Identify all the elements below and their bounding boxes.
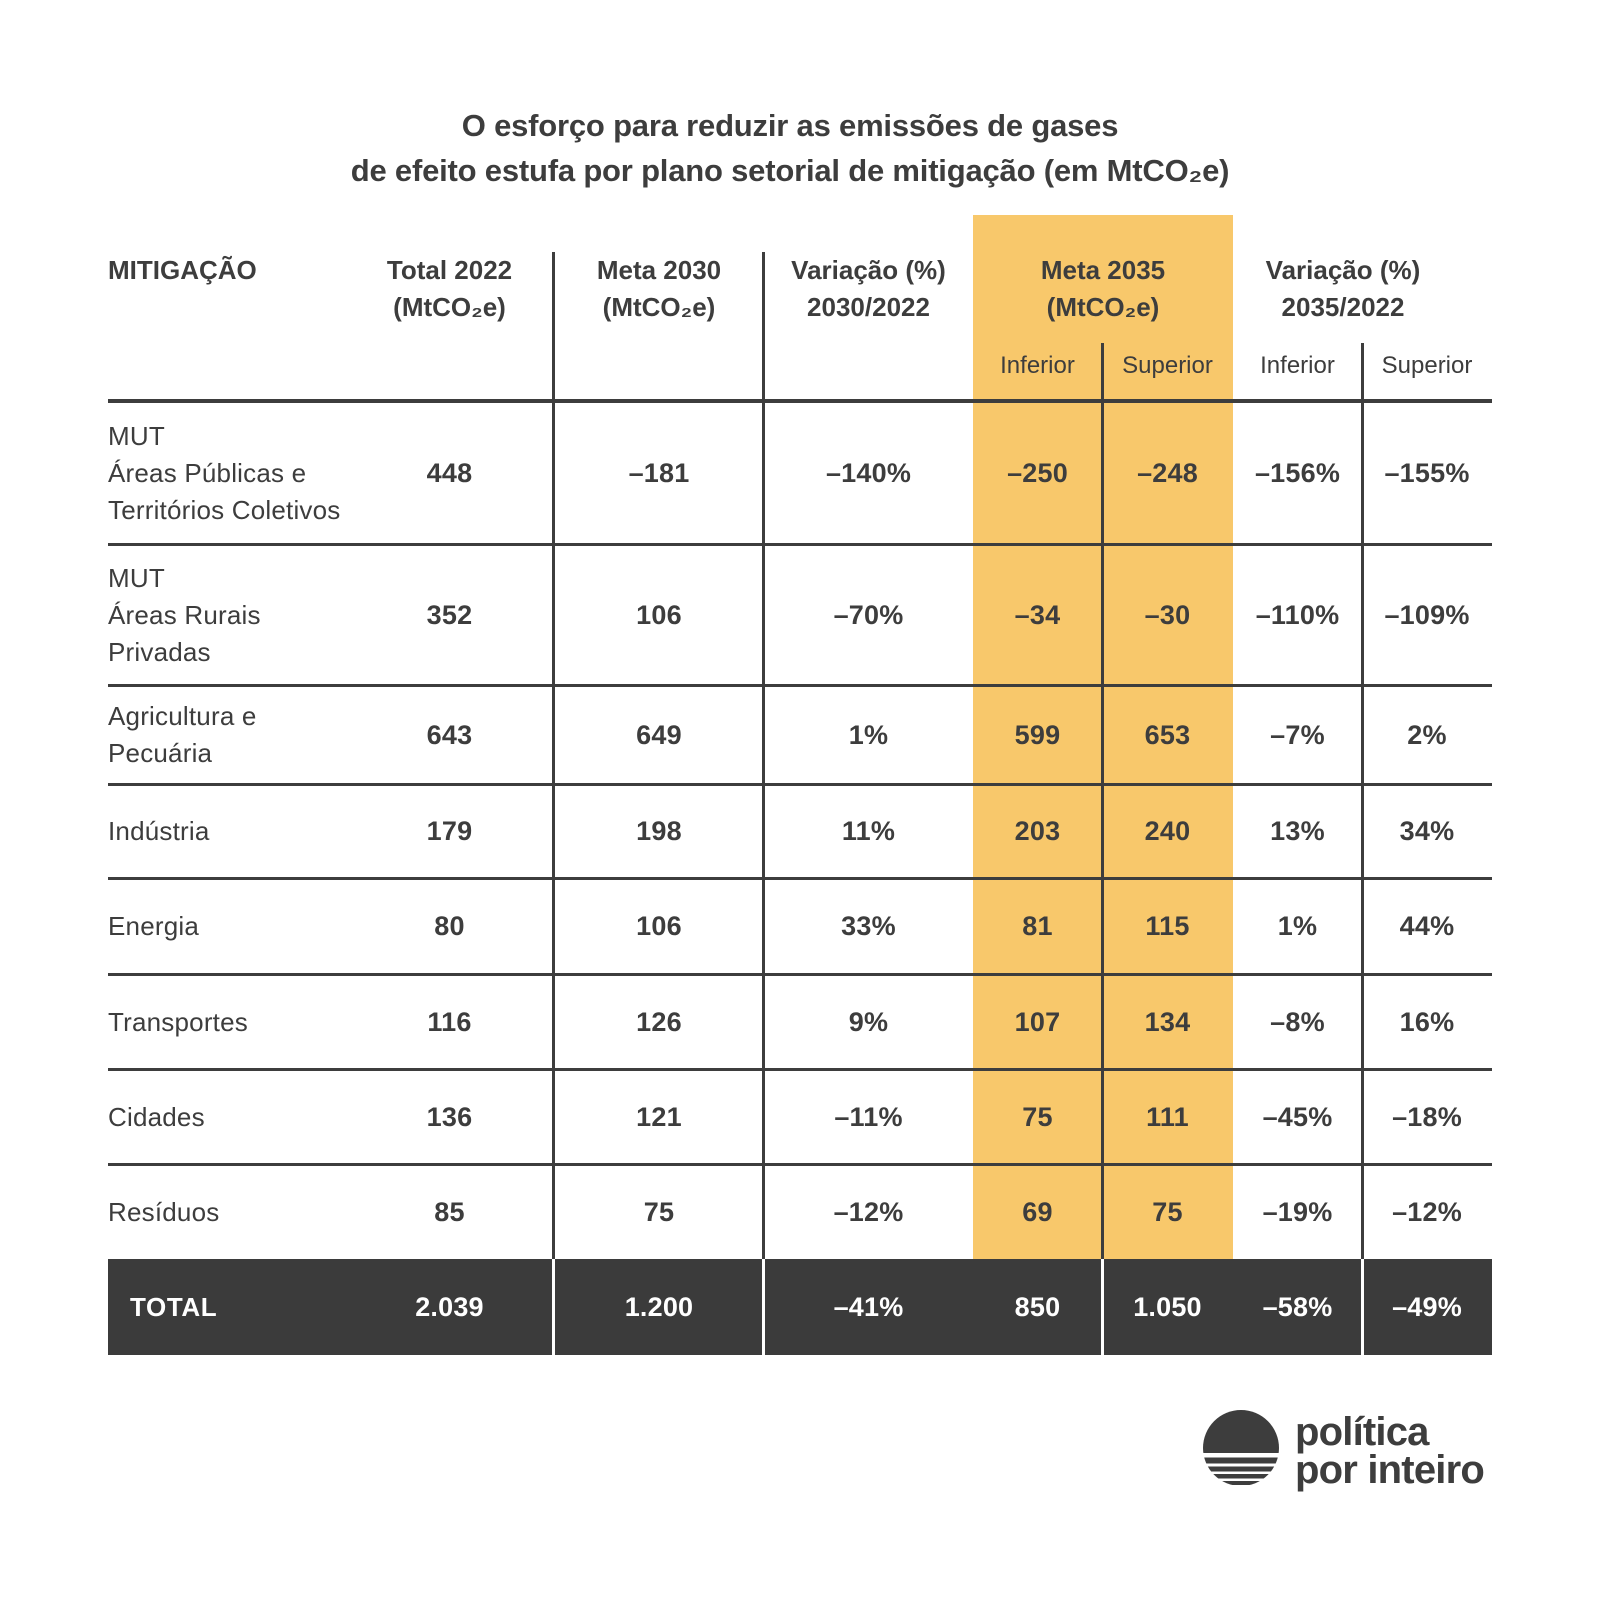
cell-variacao-2035-superior: 44% [1399,911,1455,941]
cell-meta-2035-inferior: 599 [1014,719,1061,750]
row-label: MUT Áreas Públicas e Territórios Coletivos [108,421,341,525]
cell-total-2022: 179 [426,816,473,846]
cell-variacao-2030: 11% [841,816,896,846]
cell-meta-2030: 649 [636,719,682,750]
table-row-agricultura [108,687,1492,783]
cell-meta-2035-inferior: 107 [1014,1006,1061,1037]
logo-wordmark: política por inteiro [1295,1409,1484,1492]
cell-total-2022: 85 [434,1197,465,1227]
cell-meta-2035-inferior: 850 [1014,1291,1061,1322]
cell-meta-2035-inferior: 81 [1022,911,1053,941]
cell-meta-2035-superior: 75 [1152,1197,1183,1227]
subheader-meta2035-superior: Superior [1122,352,1213,379]
cell-variacao-2035-inferior: –8% [1270,1006,1325,1037]
cell-variacao-2035-superior: –18% [1392,1101,1462,1132]
cell-variacao-2035-inferior: –19% [1262,1197,1333,1227]
cell-meta-2035-superior: –248 [1137,458,1198,488]
row-label: Cidades [108,1101,205,1132]
sun-stripes-logo-icon [1203,1410,1279,1491]
cell-meta-2035-superior: –30 [1144,599,1191,630]
cell-meta-2035-superior: 115 [1145,911,1190,941]
cell-meta-2030: 75 [643,1197,675,1227]
row-label: Energia [108,911,200,941]
cell-meta-2035-inferior: 75 [1022,1101,1053,1132]
table-row-energia [108,880,1492,973]
cell-variacao-2030: –12% [833,1197,904,1227]
cell-meta-2030: 121 [636,1101,682,1132]
cell-variacao-2035-superior: 2% [1407,719,1447,750]
total-column-divider [762,1259,765,1355]
cell-variacao-2030: –11% [834,1101,903,1132]
cell-variacao-2035-inferior: –7% [1270,719,1325,750]
row-label: Resíduos [108,1197,220,1227]
table-row-cidades [108,1071,1492,1163]
cell-meta-2035-inferior: –34 [1014,599,1061,630]
total-column-divider [552,1259,555,1355]
table-row-residuos [108,1166,1492,1259]
cell-total-2022: 80 [434,911,465,941]
cell-variacao-2035-superior: –12% [1392,1197,1462,1227]
table-row-industria [108,786,1492,877]
cell-total-2022: 352 [426,599,473,630]
table-row-total [108,1259,1492,1355]
table-row-mut-publicas [108,404,1492,543]
cell-meta-2035-superior: 111 [1146,1101,1189,1132]
cell-variacao-2035-inferior: 13% [1270,816,1325,846]
cell-variacao-2035-inferior: –156% [1254,458,1341,488]
cell-meta-2030: 126 [636,1006,682,1037]
cell-meta-2035-superior: 1.050 [1133,1291,1202,1322]
cell-meta-2035-inferior: –250 [1007,458,1068,488]
cell-variacao-2030: 9% [848,1006,889,1037]
column-header-mitigacao: MITIGAÇÃO [108,255,257,285]
cell-variacao-2035-superior: –49% [1392,1291,1462,1322]
total-column-divider [1361,1259,1364,1355]
cell-total-2022: 2.039 [415,1291,484,1322]
cell-variacao-2035-inferior: –45% [1262,1101,1333,1132]
cell-variacao-2035-superior: 34% [1399,816,1455,846]
cell-meta-2030: 198 [636,816,682,846]
cell-total-2022: 116 [427,1006,472,1037]
cell-variacao-2030: 1% [848,719,889,750]
row-label: Indústria [108,816,210,846]
cell-meta-2030: 1.200 [624,1291,694,1322]
cell-variacao-2035-inferior: 1% [1277,911,1318,941]
table-row-transportes [108,976,1492,1068]
chart-title-line1: O esforço para reduzir as emissões de gases [461,108,1119,143]
total-label: TOTAL [130,1291,218,1322]
row-label: Agricultura e Pecuária [108,701,257,768]
politica-por-inteiro-logo [1203,1410,1484,1491]
cell-variacao-2035-superior: 16% [1399,1006,1455,1037]
cell-variacao-2035-superior: –155% [1384,458,1470,488]
subheader-meta2035-inferior: Inferior [1000,352,1075,379]
cell-total-2022: 643 [426,719,473,750]
column-header-meta-2035: Meta 2035 (MtCO₂e) [1040,255,1166,322]
subheader-var2035-superior: Superior [1381,352,1473,379]
row-label: Transportes [108,1006,248,1037]
mitigation-table [108,215,1492,1357]
header-bottom-rule [108,399,1492,403]
table-row-mut-rurais [108,546,1492,684]
cell-meta-2030: 106 [636,599,682,630]
chart-title-line2: de efeito estufa por plano setorial de mitigação (em MtCO₂e) [350,153,1230,188]
cell-total-2022: 136 [426,1101,473,1132]
column-header-variacao-2030: Variação (%) 2030/2022 [791,255,946,322]
cell-variacao-2030: –41% [833,1291,904,1322]
cell-meta-2035-superior: 653 [1144,719,1191,750]
row-label: MUT Áreas Rurais Privadas [108,562,261,667]
cell-meta-2035-inferior: 69 [1022,1197,1053,1227]
cell-variacao-2035-inferior: –58% [1262,1291,1333,1322]
subheader-var2035-inferior: Inferior [1260,352,1335,379]
total-column-divider [1101,1259,1104,1355]
column-header-total-2022: Total 2022 (MtCO₂e) [386,255,513,322]
cell-variacao-2030: –70% [833,599,904,630]
cell-meta-2030: –181 [628,458,690,488]
cell-variacao-2030: 33% [841,911,896,941]
cell-meta-2035-inferior: 203 [1014,816,1061,846]
cell-variacao-2035-inferior: –110% [1255,599,1340,630]
chart-title [0,103,1580,193]
column-header-meta-2030: Meta 2030 (MtCO₂e) [596,255,722,322]
cell-meta-2030: 106 [636,911,682,941]
cell-variacao-2035-superior: –109% [1384,599,1470,630]
cell-total-2022: 448 [426,458,473,488]
cell-meta-2035-superior: 134 [1144,1006,1191,1037]
cell-variacao-2030: –140% [825,458,912,488]
column-header-variacao-2035: Variação (%) 2035/2022 [1265,255,1421,322]
cell-meta-2035-superior: 240 [1144,816,1191,846]
